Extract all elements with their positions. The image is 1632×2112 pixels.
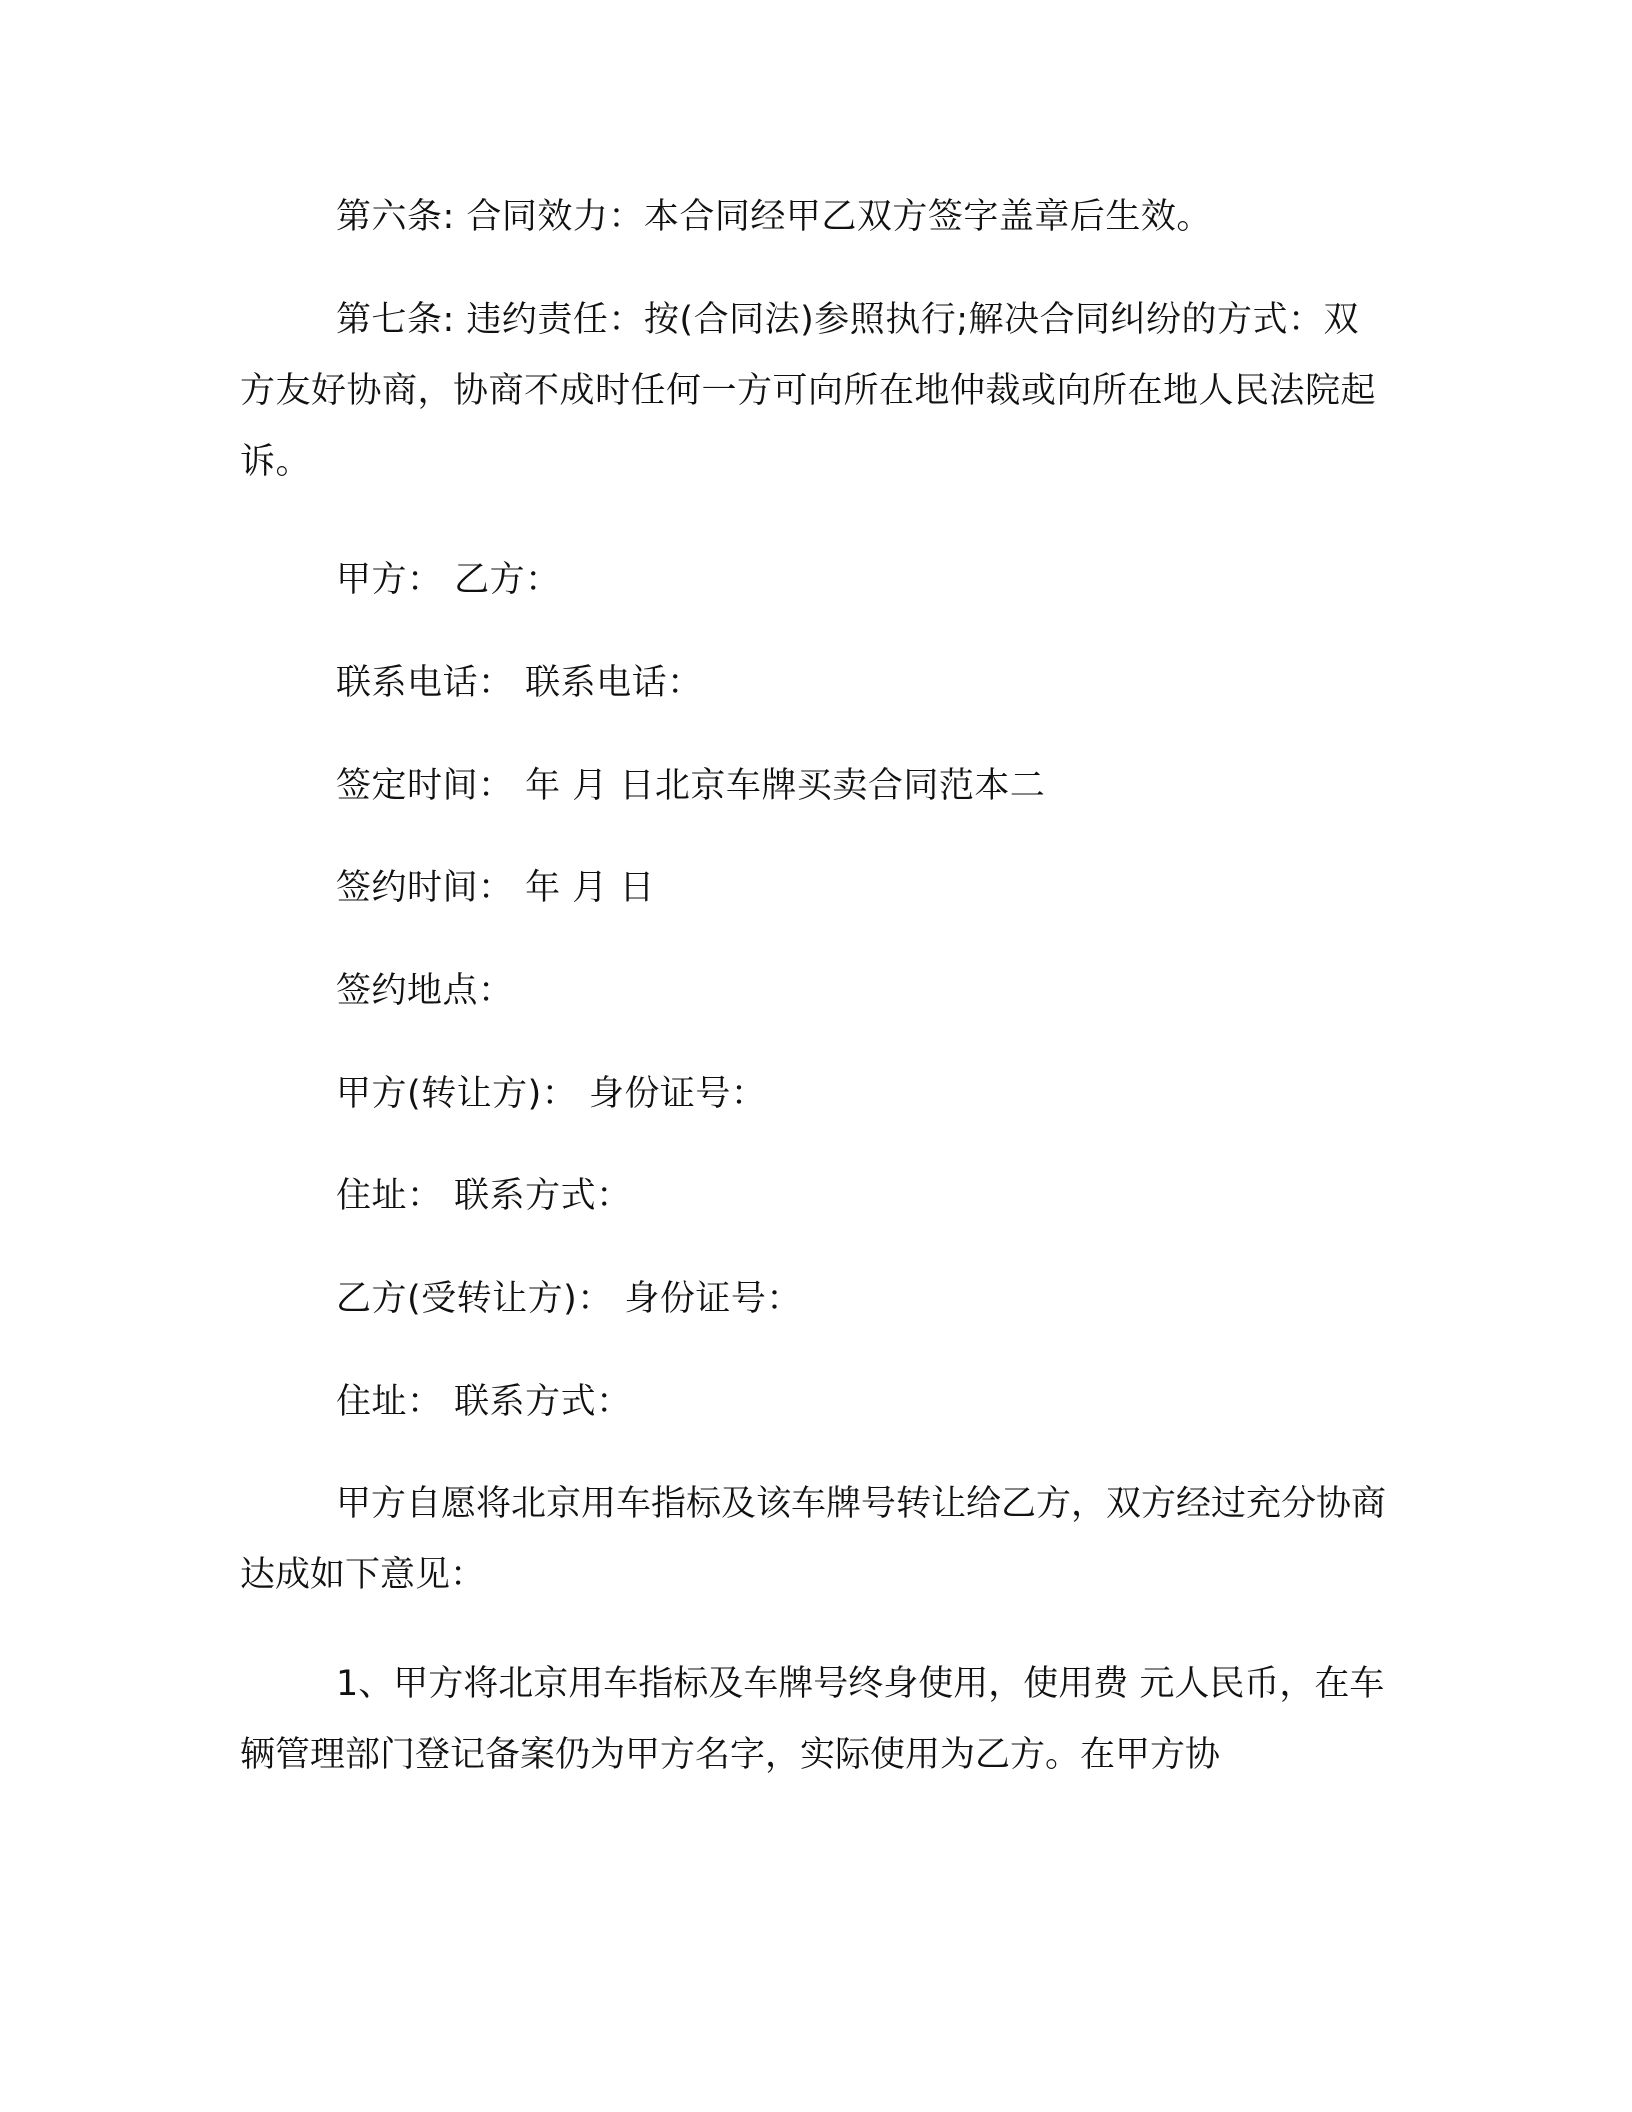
signing-time-line: 签约时间： 年 月 日: [336, 868, 655, 908]
transferee-address-line: 住址： 联系方式：: [336, 1382, 632, 1422]
transferor-line: 甲方(转让方)： 身份证号：: [336, 1074, 767, 1114]
contact-phone-line: 联系电话： 联系电话：: [336, 663, 703, 703]
clause-1-paragraph: 1、甲方将北京用车指标及车牌号终身使用，使用费 元人民币，在车辆管理部门登记备案仍为甲方名字，实际使用为乙方。在甲方协: [240, 1664, 1385, 1775]
transferor-address-line: 住址： 联系方式：: [336, 1176, 632, 1216]
signing-date-title-line: 签定时间： 年 月 日北京车牌买卖合同范本二: [336, 766, 1046, 806]
article-7-paragraph: 第七条: 违约责任：按(合同法)参照执行;解决合同纠纷的方式：双方友好协商，协商不成时任何一方可向所在地仲裁或向所在地人民法院起诉。: [240, 300, 1377, 482]
party-a-b-line: 甲方： 乙方：: [336, 560, 561, 600]
agreement-intro-paragraph: 甲方自愿将北京用车指标及该车牌号转让给乙方，双方经过充分协商达成如下意见：: [240, 1484, 1387, 1595]
article-6-paragraph: 第六条: 合同效力：本合同经甲乙双方签字盖章后生效。: [336, 197, 1212, 237]
signing-place-line: 签约地点：: [336, 971, 514, 1011]
transferee-line: 乙方(受转让方)： 身份证号：: [336, 1279, 802, 1319]
